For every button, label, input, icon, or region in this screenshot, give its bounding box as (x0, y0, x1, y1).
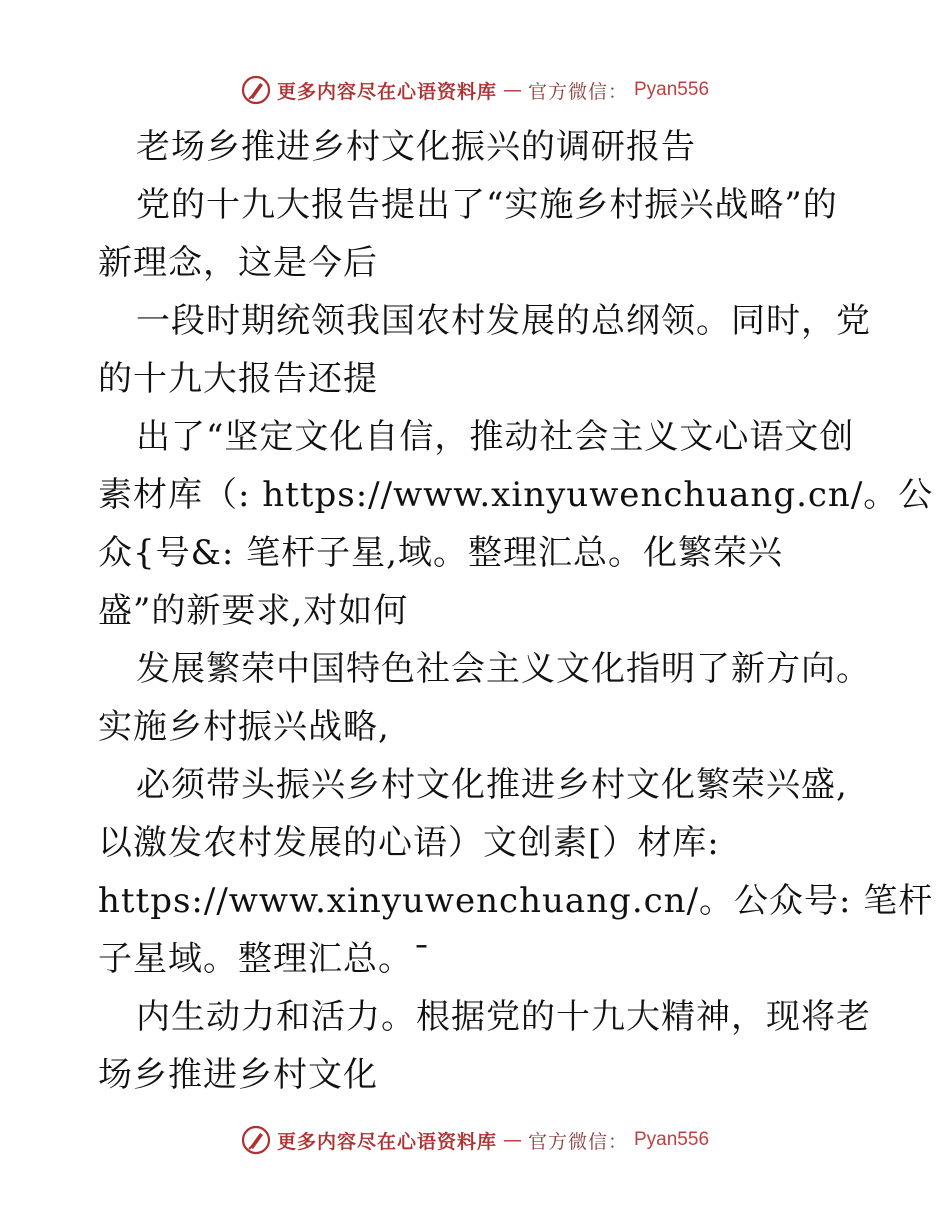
paragraph-line: 实施乡村振兴战略, (98, 707, 390, 747)
banner-wechat-id: Pyan556 (634, 1129, 710, 1150)
paragraph-line: 内生动力和活力。根据党的十九大精神，现将老 (136, 997, 871, 1037)
paragraph-line: 众{号&: 笔杆子星,域。整理汇总。化繁荣兴 (98, 533, 783, 573)
paragraph-line: https://www.xinyuwenchuang.cn/。公众号: 笔杆 (98, 881, 934, 921)
paragraph-line: 以激发农村发展的心语）文创素[）材库: (98, 823, 720, 863)
paragraph-line: 出了“坚定文化自信，推动社会主义文心语文创 (136, 417, 855, 457)
paragraph-line: 场乡推进乡村文化 (98, 1055, 378, 1095)
banner-wechat-label: 官方微信： (527, 1130, 628, 1153)
document-title: 老场乡推进乡村文化振兴的调研报告 (136, 127, 696, 167)
paragraph-line: 盛”的新要求,对如何 (98, 591, 409, 631)
banner-brand-text: 更多内容尽在心语资料库 (276, 1130, 497, 1153)
banner-wechat-id: Pyan556 (634, 79, 710, 100)
banner-dash: — (502, 1129, 522, 1151)
banner-brand-text: 更多内容尽在心语资料库 (276, 80, 497, 103)
paragraph-line: 一段时期统领我国农村发展的总纲领。同时，党 (136, 301, 871, 341)
banner-wechat-label: 官方微信： (527, 80, 628, 103)
paragraph-line: 的十九大报告还提 (98, 359, 378, 399)
paragraph-line: 新理念，这是今后 (98, 243, 378, 283)
footer-banner (0, 1120, 950, 1160)
paragraph-line: 子星域。整理汇总。¯ (98, 939, 431, 979)
header-banner (0, 70, 950, 110)
banner-dash: — (502, 79, 522, 101)
paragraph-line: 党的十九大报告提出了“实施乡村振兴战略”的 (136, 185, 838, 225)
quill-logo-icon (241, 75, 271, 105)
paragraph-line: 必须带头振兴乡村文化推进乡村文化繁荣兴盛, (136, 765, 848, 805)
quill-logo-icon (241, 1125, 271, 1155)
paragraph-line: 素材库（: https://www.xinyuwenchuang.cn/。公 (98, 475, 934, 515)
paragraph-line: 发展繁荣中国特色社会主义文化指明了新方向。 (136, 649, 871, 689)
document-body (98, 118, 934, 1104)
